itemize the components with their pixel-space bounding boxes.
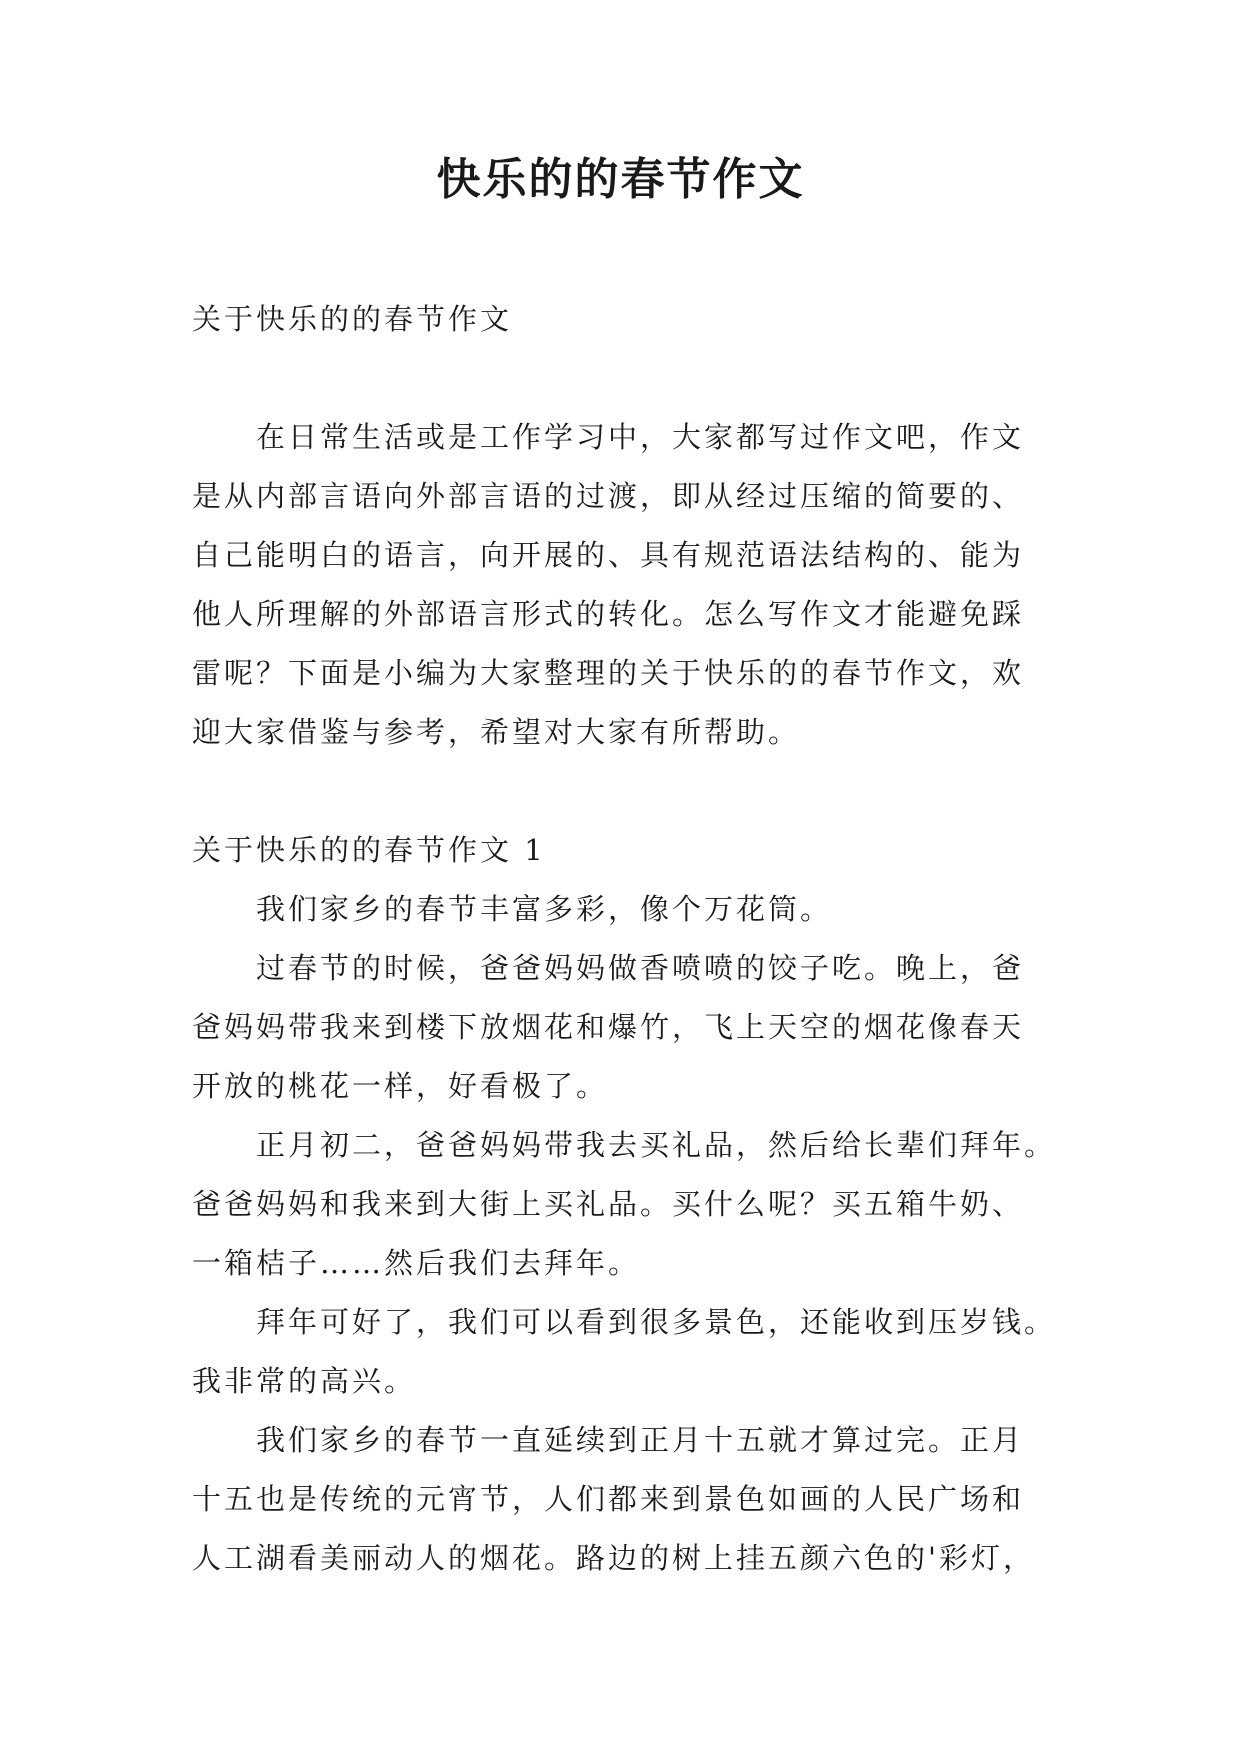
body-line: 开放的桃花一样，好看极了。 — [192, 1069, 609, 1103]
intro-line: 他人所理解的外部语言形式的转化。怎么写作文才能避免踩 — [192, 597, 1025, 631]
section-heading: 关于快乐的的春节作文 1 — [192, 833, 546, 867]
body-line: 爸爸妈妈和我来到大街上买礼品。买什么呢？买五箱牛奶、 — [192, 1187, 1025, 1221]
subtitle: 关于快乐的的春节作文 — [192, 302, 513, 336]
intro-line: 雷呢？下面是小编为大家整理的关于快乐的的春节作文，欢 — [192, 656, 1025, 690]
document-title: 快乐的的春节作文 — [436, 154, 805, 205]
intro-line: 迎大家借鉴与参考，希望对大家有所帮助。 — [192, 715, 801, 749]
body-line: 爸妈妈带我来到楼下放烟花和爆竹，飞上天空的烟花像春天 — [192, 1010, 1025, 1044]
intro-line: 在日常生活或是工作学习中，大家都写过作文吧，作文 — [256, 420, 1025, 454]
body-line: 我们家乡的春节一直延续到正月十五就才算过完。正月 — [256, 1423, 1025, 1457]
body-line: 十五也是传统的元宵节，人们都来到景色如画的人民广场和 — [192, 1482, 1025, 1516]
intro-line: 是从内部言语向外部言语的过渡，即从经过压缩的简要的、 — [192, 479, 1025, 513]
spacer — [192, 762, 1072, 821]
spacer — [192, 349, 1072, 408]
body-line: 我非常的高兴。 — [192, 1364, 417, 1398]
body-line: 一箱桔子……然后我们去拜年。 — [192, 1246, 641, 1280]
document-body — [192, 290, 1072, 1588]
body-line: 人工湖看美丽动人的烟花。路边的树上挂五颜六色的'彩灯， — [192, 1541, 1035, 1575]
body-line: 正月初二，爸爸妈妈带我去买礼品，然后给长辈们拜年。 — [256, 1128, 1057, 1162]
body-line: 我们家乡的春节丰富多彩，像个万花筒。 — [256, 892, 833, 926]
intro-paragraph — [192, 408, 1072, 762]
body-line: 过春节的时候，爸爸妈妈做香喷喷的饺子吃。晚上，爸 — [256, 951, 1025, 985]
essay-body — [192, 880, 1072, 1588]
intro-line: 自己能明白的语言，向开展的、具有规范语法结构的、能为 — [192, 538, 1025, 572]
body-line: 拜年可好了，我们可以看到很多景色，还能收到压岁钱。 — [256, 1305, 1057, 1339]
